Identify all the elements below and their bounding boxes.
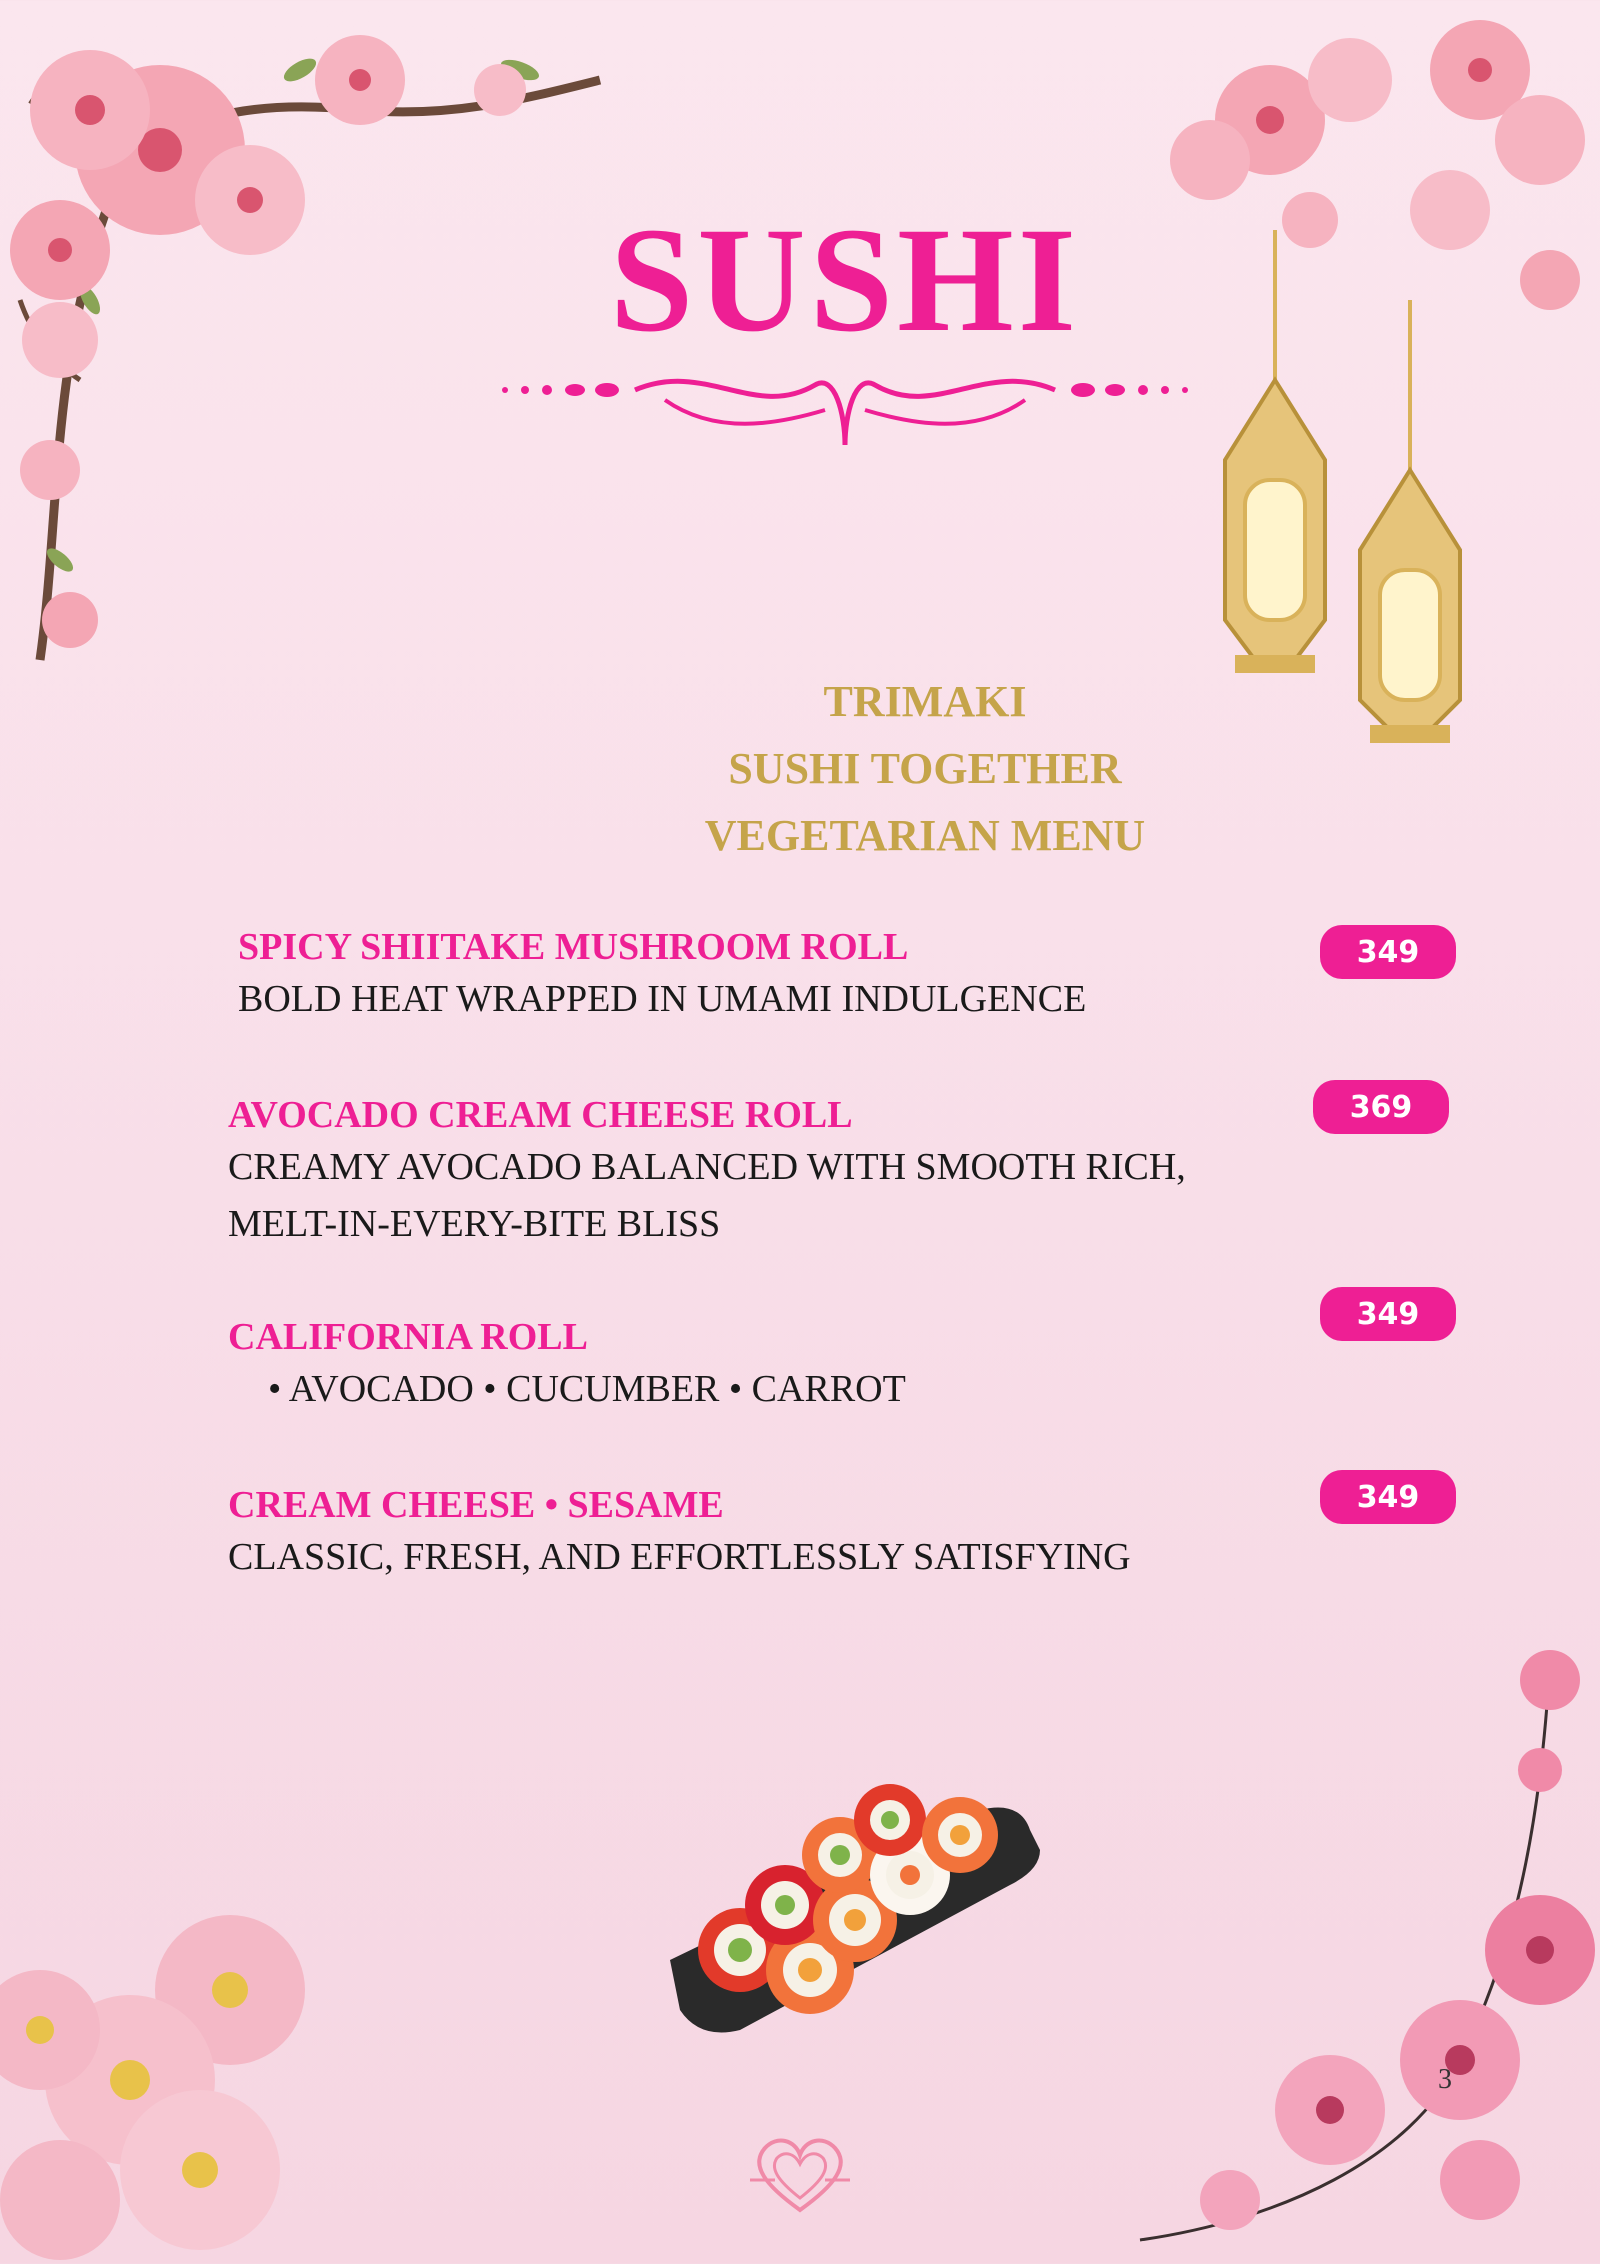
menu-item-description: BOLD HEAT WRAPPED IN UMAMI INDULGENCE: [238, 978, 1087, 1020]
menu-item: [228, 1093, 1186, 1253]
cherry-blossom-bottom-left: [0, 1900, 330, 2264]
sushi-platter-image: [650, 1750, 1050, 2040]
menu-item-name: AVOCADO CREAM CHEESE ROLL: [228, 1094, 853, 1136]
page-number: 3: [1438, 2064, 1452, 2095]
menu-item-description: CREAMY AVOCADO BALANCED WITH SMOOTH RICH,: [228, 1146, 1186, 1188]
menu-item-description: • AVOCADO • CUCUMBER • CARROT: [268, 1368, 906, 1410]
subtitle-trimaki: TRIMAKI: [823, 677, 1027, 726]
menu-item-name: SPICY SHIITAKE MUSHROOM ROLL: [238, 926, 909, 968]
menu-item-description: MELT-IN-EVERY-BITE BLISS: [228, 1203, 721, 1245]
menu-item-name: CREAM CHEESE • SESAME: [228, 1484, 724, 1526]
menu-item: [228, 1483, 1131, 1586]
lantern-icon: [1335, 300, 1485, 750]
price-badge: 369: [1313, 1080, 1449, 1134]
title-ornament-divider: [495, 355, 1195, 455]
price-badge: 349: [1320, 1287, 1456, 1341]
subtitle-block: [600, 668, 1250, 869]
cherry-blossom-bottom-right: [1080, 1640, 1600, 2264]
page-title: SUSHI: [609, 197, 1081, 363]
menu-item-name: CALIFORNIA ROLL: [228, 1316, 588, 1358]
price-badge: 349: [1320, 925, 1456, 979]
price-badge: 349: [1320, 1470, 1456, 1524]
heart-ornament: [745, 2130, 855, 2220]
subtitle-vegetarian-menu: VEGETARIAN MENU: [704, 811, 1146, 860]
menu-item: [238, 925, 1086, 1028]
menu-item: [228, 1315, 906, 1418]
subtitle-sushi-together: SUSHI TOGETHER: [728, 744, 1122, 793]
menu-item-description: CLASSIC, FRESH, AND EFFORTLESSLY SATISFYING: [228, 1536, 1131, 1578]
